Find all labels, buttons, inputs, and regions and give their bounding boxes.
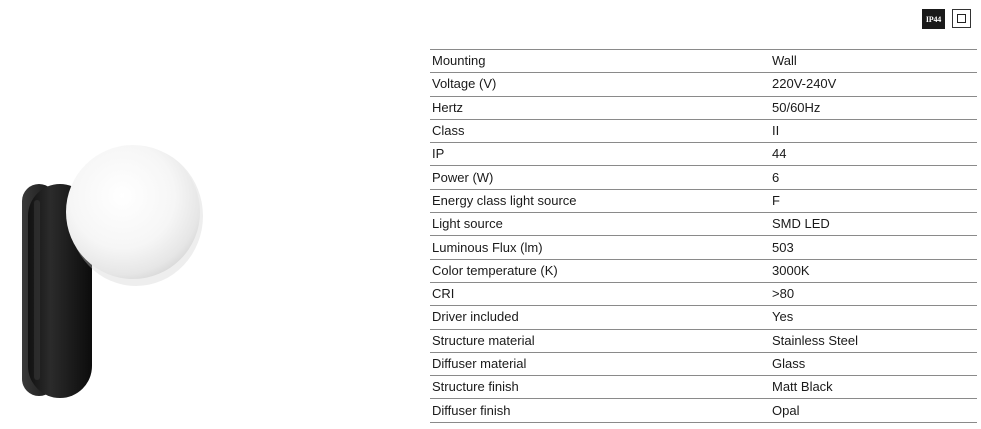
spec-row xyxy=(430,306,977,329)
spec-row xyxy=(430,189,977,212)
spec-value: 50/60Hz xyxy=(770,96,977,119)
spec-label: Hertz xyxy=(430,96,770,119)
spec-value: Yes xyxy=(770,306,977,329)
spec-value: Opal xyxy=(770,399,977,422)
spec-label: Mounting xyxy=(430,50,770,73)
class-ii-icon xyxy=(952,9,971,28)
spec-row xyxy=(430,50,977,73)
spec-value: 220V-240V xyxy=(770,73,977,96)
spec-row xyxy=(430,236,977,259)
spec-label: IP xyxy=(430,143,770,166)
spec-label: Class xyxy=(430,119,770,142)
spec-row xyxy=(430,282,977,305)
spec-row xyxy=(430,259,977,282)
spec-value: >80 xyxy=(770,282,977,305)
spec-value: 44 xyxy=(770,143,977,166)
product-image xyxy=(0,0,420,424)
spec-label: Structure finish xyxy=(430,376,770,399)
spec-value: F xyxy=(770,189,977,212)
spec-label: Color temperature (K) xyxy=(430,259,770,282)
spec-row xyxy=(430,329,977,352)
spec-label: Driver included xyxy=(430,306,770,329)
spec-label: Power (W) xyxy=(430,166,770,189)
spec-label: Structure material xyxy=(430,329,770,352)
spec-label: Voltage (V) xyxy=(430,73,770,96)
spec-value: Glass xyxy=(770,352,977,375)
spec-value: Stainless Steel xyxy=(770,329,977,352)
spec-row xyxy=(430,143,977,166)
spec-row xyxy=(430,376,977,399)
spec-value: II xyxy=(770,119,977,142)
spec-row xyxy=(430,96,977,119)
spec-value: 3000K xyxy=(770,259,977,282)
spec-value: 6 xyxy=(770,166,977,189)
certification-badges xyxy=(922,9,971,29)
spec-row xyxy=(430,352,977,375)
spec-row xyxy=(430,166,977,189)
spec-value: SMD LED xyxy=(770,213,977,236)
spec-label: CRI xyxy=(430,282,770,305)
spec-value: Matt Black xyxy=(770,376,977,399)
spec-row xyxy=(430,399,977,422)
spec-label: Diffuser material xyxy=(430,352,770,375)
spec-row xyxy=(430,119,977,142)
spec-label: Light source xyxy=(430,213,770,236)
spec-table xyxy=(430,49,977,423)
wall-lamp-illustration xyxy=(0,0,420,424)
opal-globe xyxy=(66,145,200,279)
spec-value: 503 xyxy=(770,236,977,259)
spec-row xyxy=(430,73,977,96)
spec-value: Wall xyxy=(770,50,977,73)
spec-label: Energy class light source xyxy=(430,189,770,212)
spec-label: Luminous Flux (lm) xyxy=(430,236,770,259)
spec-row xyxy=(430,213,977,236)
spec-label: Diffuser finish xyxy=(430,399,770,422)
ip44-badge: IP44 xyxy=(922,9,945,29)
